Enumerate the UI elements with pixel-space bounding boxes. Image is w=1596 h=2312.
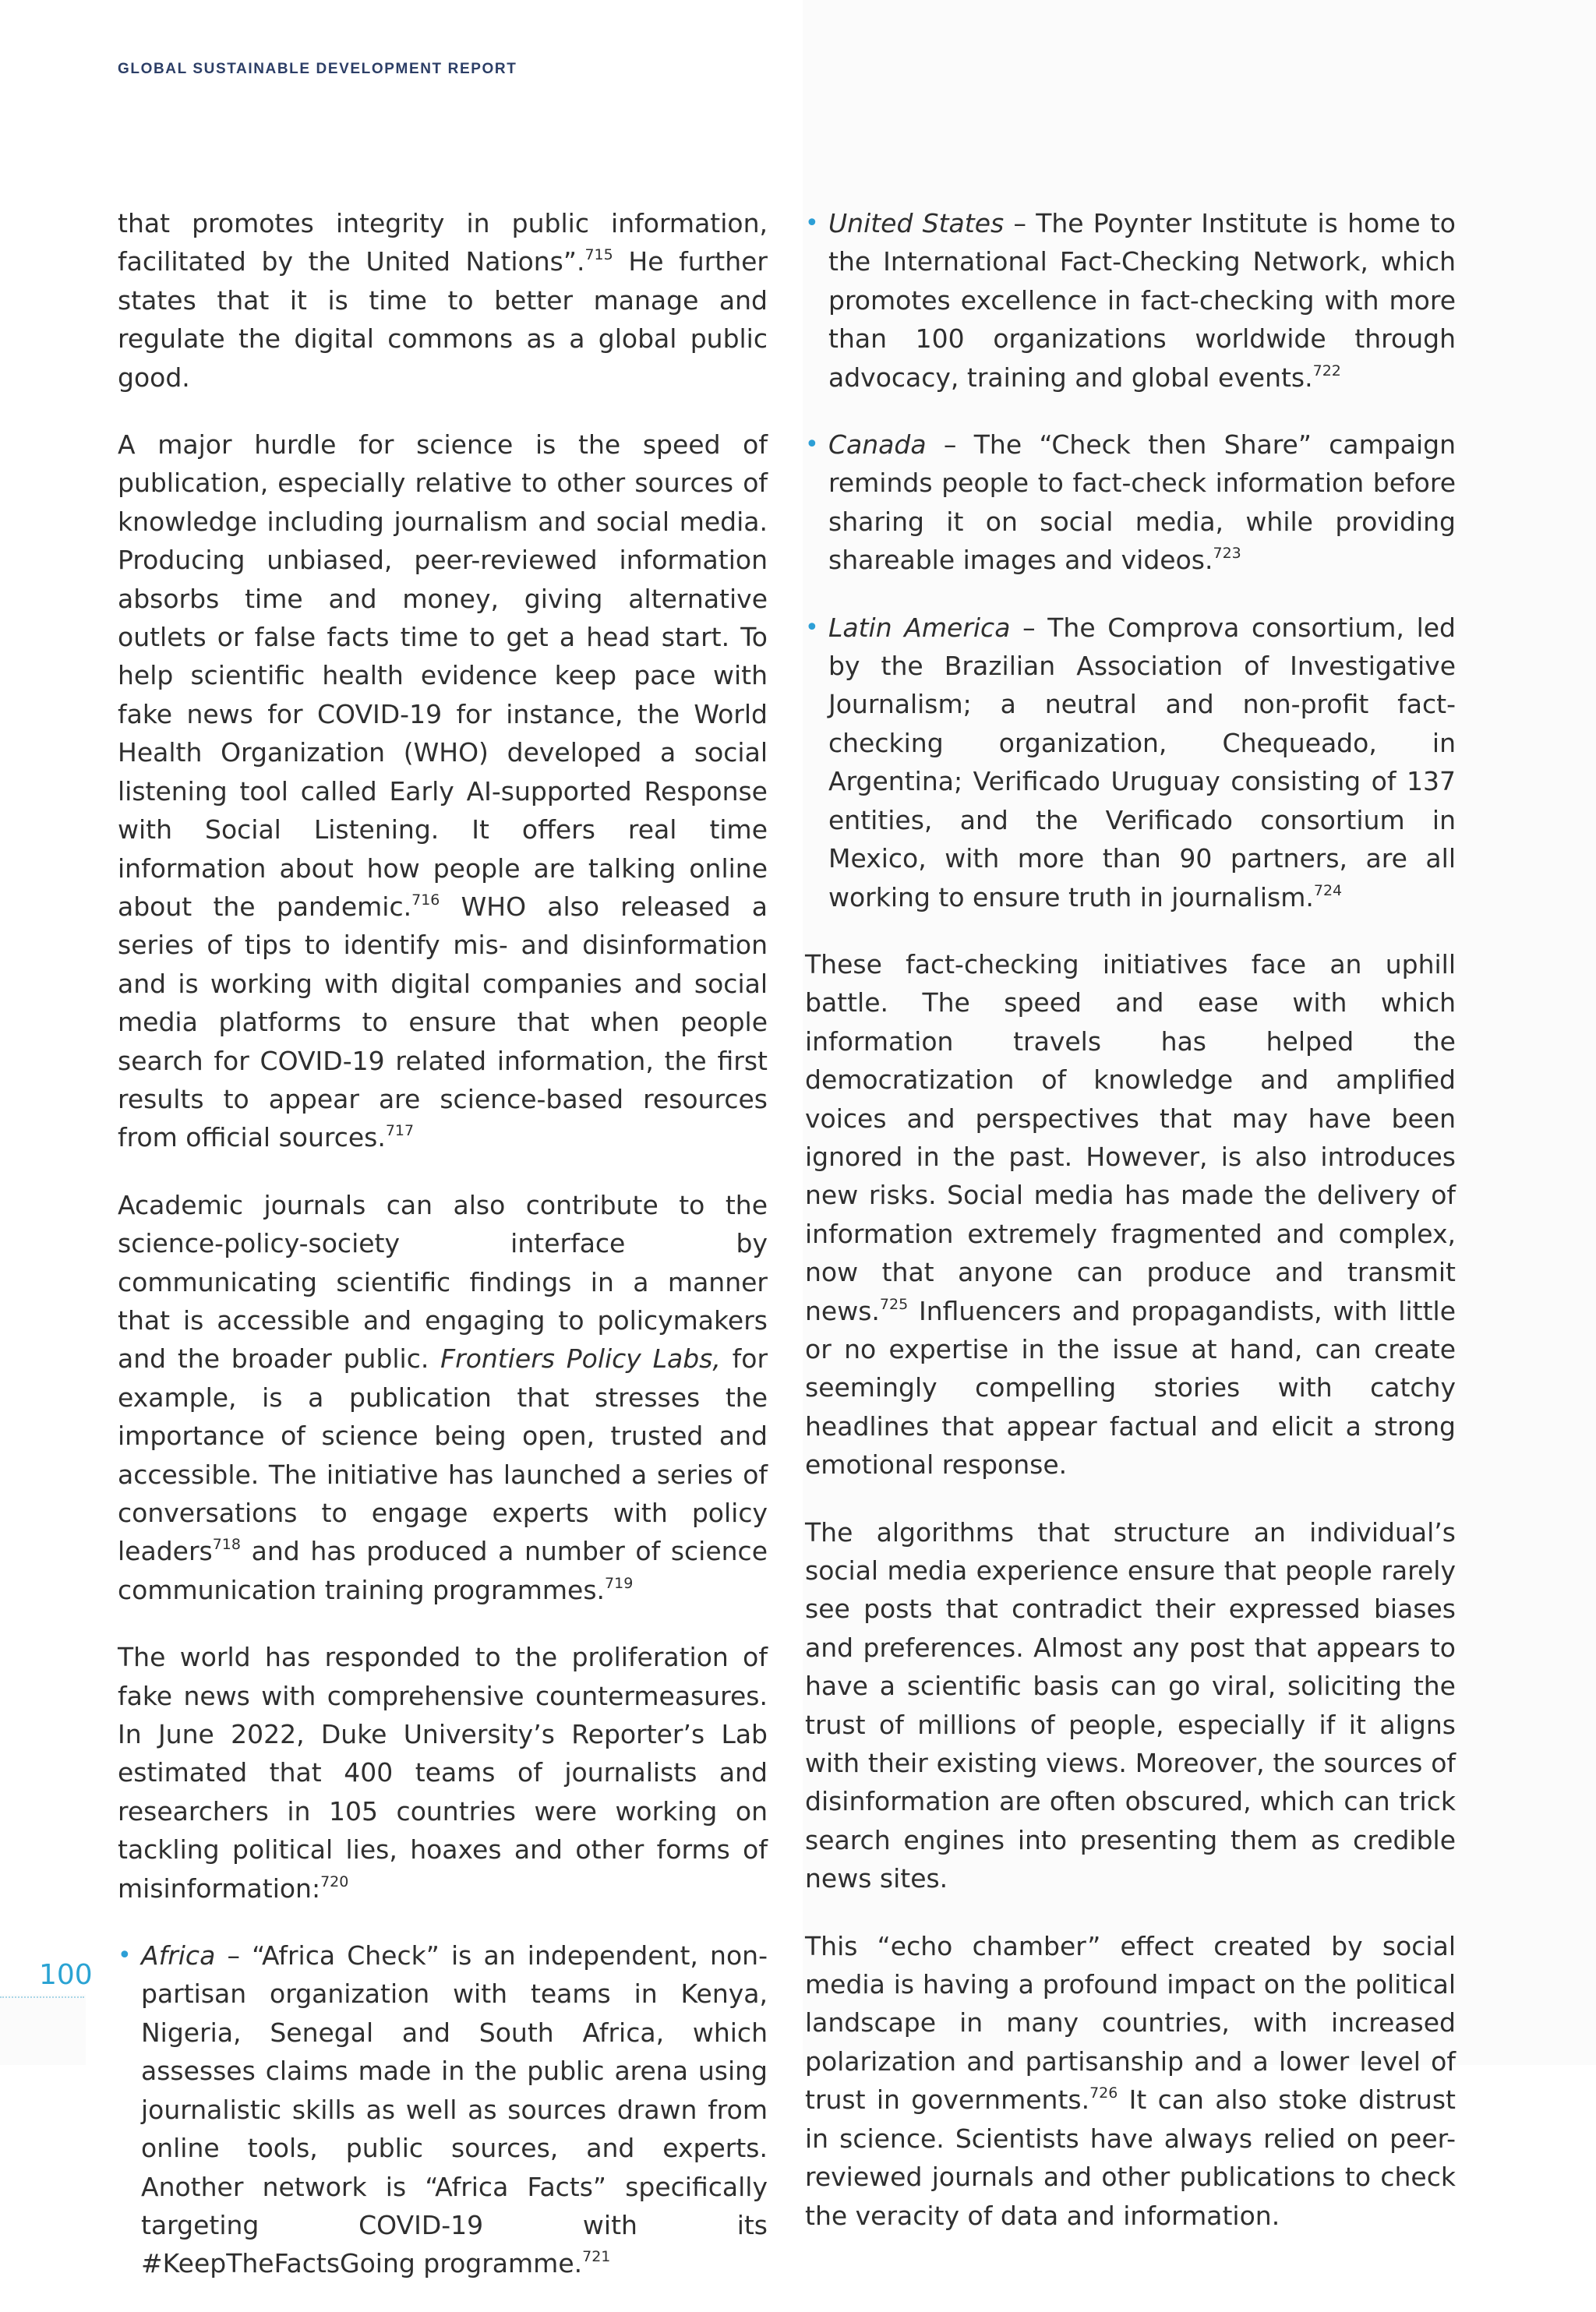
list-item-africa: • Africa – “Africa Check” is an independent, non-partisan organization with teams in Kenya, Nigeria, Senegal and South Africa, which assesses claims made in the public arena using journalistic skills as well as sources drawn from online tools, public sources, and experts. Another network is “Africa Facts” specifically targeting COVID-19 with its #KeepTheFactsGoing programme.$^{721}$ (118, 1936, 768, 2283)
footnote-ref[interactable]: 726 (1089, 2084, 1118, 2102)
footnote-ref[interactable]: 717 (385, 1122, 415, 1140)
footnote-ref[interactable]: 718 (212, 1536, 241, 1554)
footnote-ref[interactable]: 724 (1313, 881, 1343, 899)
left-column (118, 204, 768, 2312)
footnote-ref[interactable]: 715 (584, 246, 613, 264)
bullet-icon: • (805, 210, 819, 237)
footnote-ref[interactable]: 722 (1312, 362, 1341, 379)
footnote-ref[interactable]: 723 (1213, 545, 1241, 563)
bullet-icon: • (805, 613, 819, 641)
page-number-rule (0, 1996, 84, 1998)
footnote-ref[interactable]: 721 (582, 2248, 611, 2266)
fact-check-list-continued (805, 204, 1456, 916)
paragraph-speed-of-publication: A major hurdle for science is the speed of publication, especially relative to other sources of knowledge including journalism and social media. Producing unbiased, peer-reviewed information absorbs time and money, giving alternative outlets or false facts time to get a head start. To help scientific health evidence keep pace with fake news for COVID-19 for instance, the World Health Organization (WHO) developed a social listening tool called Early AI-supported Response with Social Listening. It offers real time information about how people are talking online about the pandemic.$^{716}$ WHO also released a series of tips to identify mis- and disinformation and is working with digital companies and social media platforms to ensure that when people search for COVID-19 related information, the first results to appear are science-based resources from official sources.$^{717}$ (118, 429, 768, 1153)
paragraph-algorithms: The algorithms that structure an individual’s social media experience ensure that people rarely see posts that contradict their expressed biases and preferences. Almost any post that appears to have a scientific basis can go viral, soliciting the trust of millions of people, especially if it aligns with their existing views. Moreover, the sources of disinformation are often obscured, which can trick search engines into presenting them as credible news sites. (805, 1516, 1456, 1894)
report-header: GLOBAL SUSTAINABLE DEVELOPMENT REPORT (118, 61, 517, 77)
list-item-canada: • Canada – The “Check then Share” campaign reminds people to fact-check information before sharing it on social media, while providing shareable images and videos.$^{723}$ (805, 425, 1456, 580)
footnote-ref[interactable]: 716 (411, 891, 440, 909)
page-corner-shade (0, 1995, 86, 2065)
footnote-ref[interactable]: 720 (320, 1873, 349, 1890)
paragraph-uphill-battle: These fact-checking initiatives face an uphill battle. The speed and ease with which information travels has helped the democratization of knowledge and amplified voices and perspectives that may have been ignored in the past. However, is also introduces new risks. Social media has made the delivery of information extremely fragmented and complex, now that anyone can produce and transmit news.$^{725}$ Influencers and propagandists, with little or no expertise in the issue at hand, can create seemingly compelling stories with catchy headlines that appear factual and elicit a strong emotional response. (805, 948, 1456, 1481)
bullet-icon: • (118, 1942, 132, 1970)
fact-check-list (118, 1936, 768, 2283)
paragraph-integrity: that promotes integrity in public information, facilitated by the United Nations”.$^{715}$ He further states that it is time to better manage and regulate the digital commons as a global public good. (118, 208, 768, 393)
paragraph-echo-chamber: This “echo chamber” effect created by social media is having a profound impact on the political landscape in many countries, with increased polarization and partisanship and a lower level of trust in governments.$^{726}$ It can also stoke distrust in science. Scientists have always relied on peer-reviewed journals and other publications to check the veracity of data and information. (805, 1930, 1456, 2231)
footnote-ref[interactable]: 725 (879, 1295, 909, 1313)
bullet-icon: • (805, 431, 819, 459)
paragraph-academic-journals: Academic journals can also contribute to the science-policy-society interface by communicating scientific findings in a manner that is accessible and engaging to policymakers and the broader public. Frontiers Policy Labs, for example, is a publication that stresses the importance of science being open, trusted and accessible. The initiative has launched a series of conversations to engage experts with policy leaders$^{718}$ and has produced a number of science communication training programmes.$^{719}$ (118, 1189, 768, 1605)
footnote-ref[interactable]: 719 (605, 1574, 634, 1592)
list-item-united-states: • United States – The Poynter Institute is home to the International Fact-Checking Network, which promotes excellence in fact-checking with more than 100 organizations worldwide through advocacy, training and global events.$^{722}$ (805, 204, 1456, 397)
page-number: 100 (39, 1959, 93, 1991)
paragraph-countermeasures: The world has responded to the proliferation of fake news with comprehensive countermeasures. In June 2022, Duke University’s Reporter’s Lab estimated that 400 teams of journalists and researchers in 105 countries were working on tackling political lies, hoaxes and other forms of misinformation:$^{720}$ (118, 1642, 768, 1904)
list-item-latin-america: • Latin America – The Comprova consortium, led by the Brazilian Association of Investigative Journalism; a neutral and non-profit fact-checking organization, Chequeado, in Argentina; Verificado Uruguay consisting of 137 entities, and the Verificado consortium in Mexico, with more than 90 partners, are all working to ensure truth in journalism.$^{724}$ (805, 609, 1456, 916)
right-column (805, 204, 1456, 2264)
